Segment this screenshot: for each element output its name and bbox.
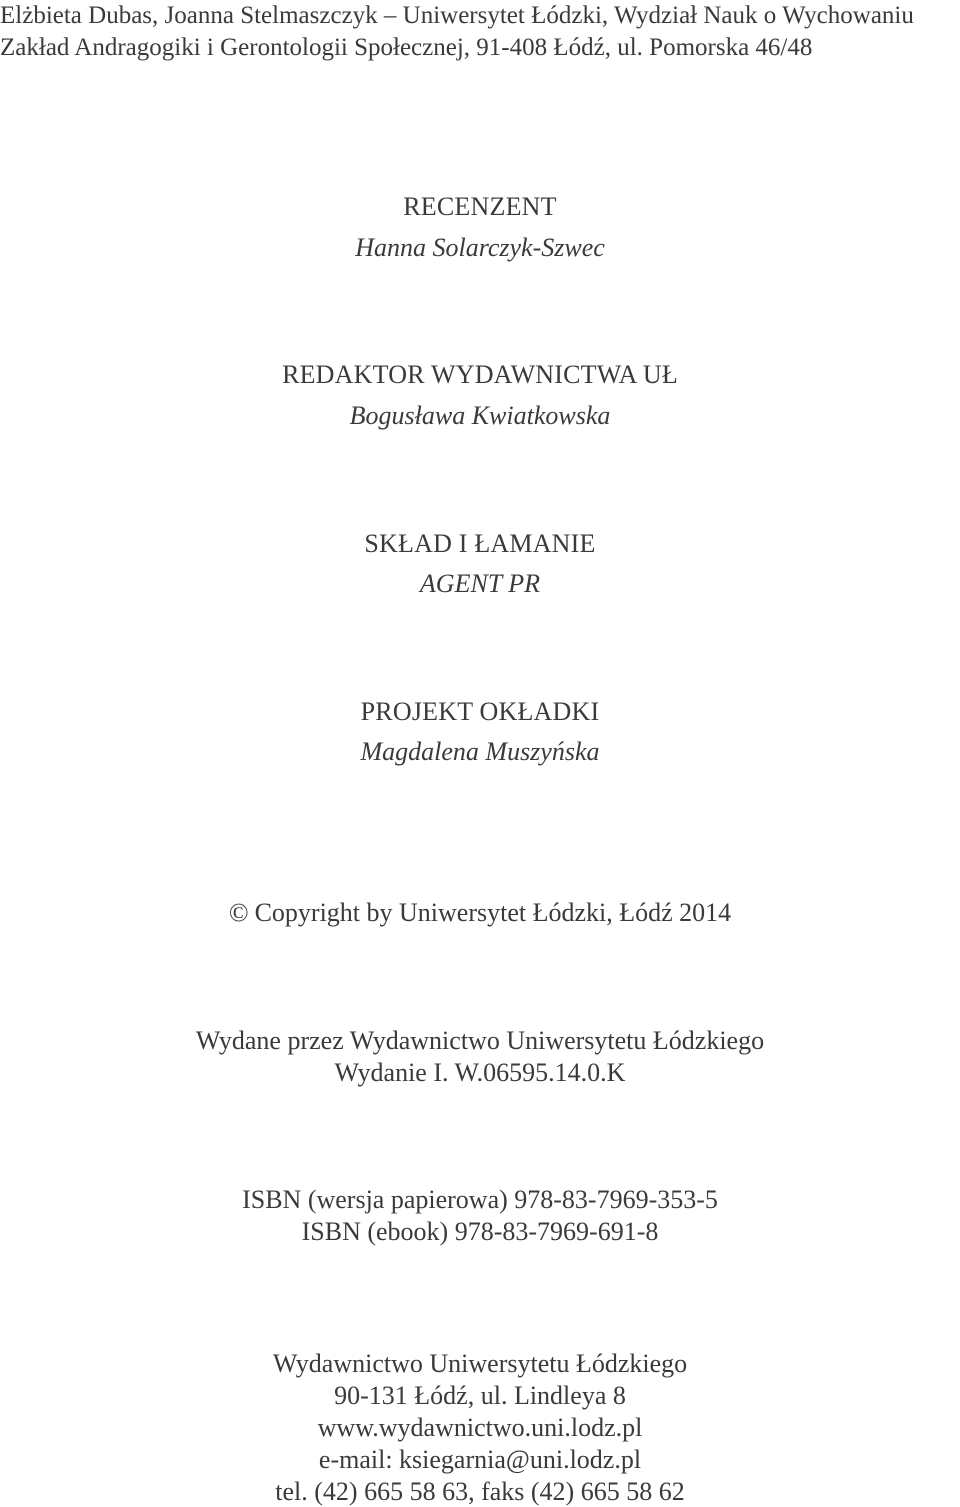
credit-role: SKŁAD I ŁAMANIE bbox=[364, 529, 596, 558]
credit-role: RECENZENT bbox=[403, 192, 557, 221]
publisher-name: Wydawnictwo Uniwersytetu Łódzkiego bbox=[272, 1349, 688, 1378]
copyright-text: Copyright by Uniwersytet Łódzki, Łódź 2014 bbox=[254, 898, 732, 927]
copyright-notice bbox=[0, 900, 960, 926]
isbn-print: ISBN (wersja papierowa) 978-83-7969-353-5 bbox=[242, 1185, 718, 1214]
authors-line-1: Elżbieta Dubas, Joanna Stelmaszczyk – Uniwersytet Łódzki, Wydział Nauk o Wychowaniu bbox=[0, 2, 914, 29]
edition: Wydanie I. W.06595.14.0.K bbox=[334, 1058, 626, 1087]
credit-role: PROJEKT OKŁADKI bbox=[360, 697, 600, 726]
copyright-symbol-icon: © bbox=[228, 898, 249, 927]
credit-person: AGENT PR bbox=[419, 569, 541, 598]
authors-line-2: Zakład Andragogiki i Gerontologii Społecznej, 91-408 Łódź, ul. Pomorska 46/48 bbox=[0, 34, 813, 61]
credit-person: Magdalena Muszyńska bbox=[360, 737, 600, 766]
isbn-ebook: ISBN (ebook) 978-83-7969-691-8 bbox=[301, 1217, 659, 1246]
publisher-phone: tel. (42) 665 58 63, faks (42) 665 58 62 bbox=[275, 1477, 685, 1506]
credit-person: Bogusława Kwiatkowska bbox=[349, 401, 611, 430]
publisher-email: e-mail: ksiegarnia@uni.lodz.pl bbox=[318, 1445, 642, 1474]
publisher-website: www.wydawnictwo.uni.lodz.pl bbox=[317, 1413, 643, 1442]
published-by: Wydane przez Wydawnictwo Uniwersytetu Łódzkiego bbox=[195, 1026, 765, 1055]
credit-role: REDAKTOR WYDAWNICTWA UŁ bbox=[282, 360, 678, 389]
publisher-address: 90-131 Łódź, ul. Lindleya 8 bbox=[334, 1381, 626, 1410]
credit-person: Hanna Solarczyk-Szwec bbox=[355, 233, 605, 262]
